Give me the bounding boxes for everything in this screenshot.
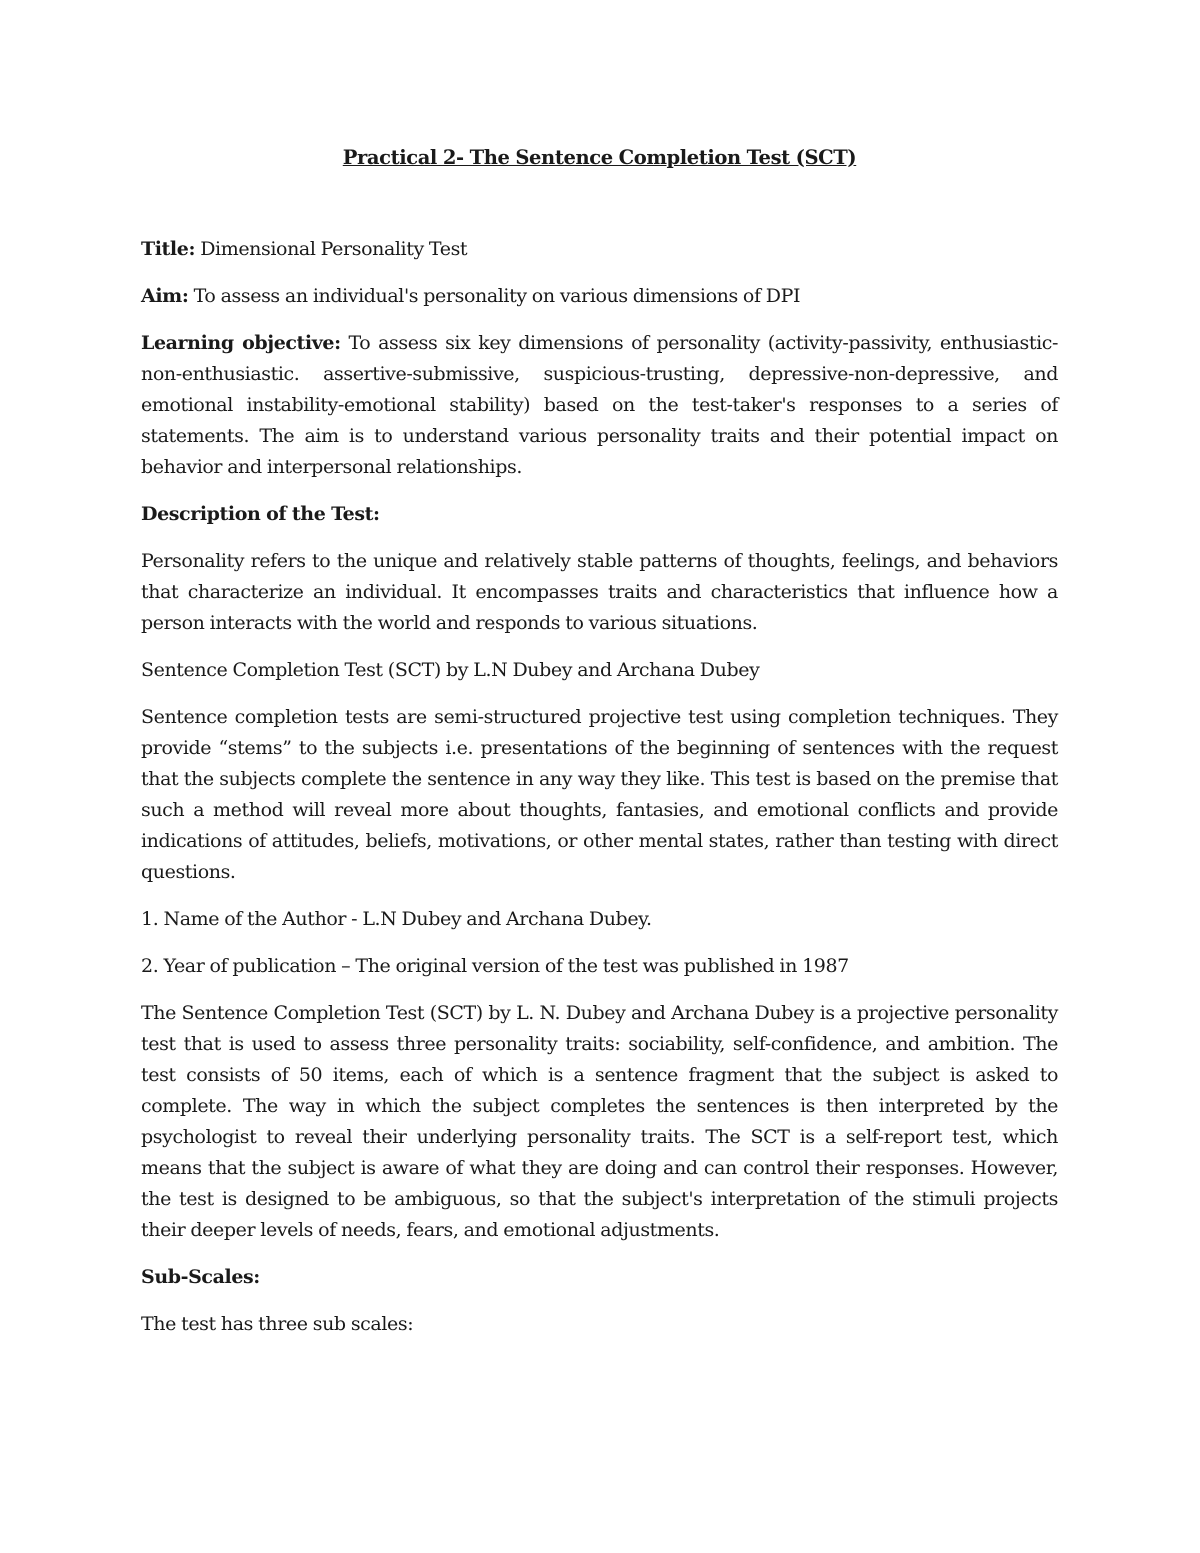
list-item-year: 2. Year of publication – The original version of the test was published in 1987: [141, 955, 849, 977]
subscales-heading: Sub-Scales:: [141, 1266, 260, 1288]
title-field: [141, 234, 1058, 265]
title-label: Title:: [141, 238, 196, 260]
sct-attribution: Sentence Completion Test (SCT) by L.N Dubey and Archana Dubey: [141, 659, 760, 681]
list-item-author: 1. Name of the Author - L.N Dubey and Archana Dubey.: [141, 908, 652, 930]
aim-label: Aim:: [141, 285, 189, 307]
title-value: Dimensional Personality Test: [195, 238, 468, 260]
sct-overview-paragraph: The Sentence Completion Test (SCT) by L. N. Dubey and Archana Dubey is a projective personality test that is used to assess three personality traits: sociability, self-confidence, and ambition. The test consists of 50 items, each of which is a sentence fragment that the subject is asked to complete. The way in which the subject completes the sentences is then interpreted by the psychologist to reveal their underlying personality traits. The SCT is a self-report test, which means that the subject is aware of what they are doing and can control their responses. However, the test is designed to be ambiguous, so that the subject's interpretation of the stimuli projects their deeper levels of needs, fears, and emotional adjustments.: [141, 1002, 1058, 1241]
learning-objective-label: Learning objective:: [141, 332, 341, 354]
description-heading: Description of the Test:: [141, 503, 380, 525]
aim-value: To assess an individual's personality on various dimensions of DPI: [188, 285, 801, 307]
description-paragraph: Personality refers to the unique and relatively stable patterns of thoughts, feelings, and behaviors that characterize an individual. It encompasses traits and characteristics that influence how a person interacts with the world and responds to various situations.: [141, 550, 1058, 634]
subscales-intro: The test has three sub scales:: [141, 1313, 414, 1335]
sct-paragraph: Sentence completion tests are semi-structured projective test using completion techniques. They provide “stems” to the subjects i.e. presentations of the beginning of sentences with the request that the subjects complete the sentence in any way they like. This test is based on the premise that such a method will reveal more about thoughts, fantasies, and emotional conflicts and provide indications of attitudes, beliefs, motivations, or other mental states, rather than testing with direct questions.: [141, 706, 1058, 883]
document-title: Practical 2- The Sentence Completion Test (SCT): [342, 146, 857, 169]
aim-field: [141, 281, 1058, 312]
learning-objective-paragraph: [141, 328, 1058, 483]
document-page: [141, 140, 1058, 1356]
learning-objective-text: To assess six key dimensions of personality (activity-passivity, enthusiastic-non-enthusiastic. assertive-submissive, suspicious-trusting, depressive-non-depressive, and emotional instability-emotional stability) based on the test-taker's responses to a series of statements. The aim is to understand various personality traits and their potential impact on behavior and interpersonal relationships.: [141, 332, 1059, 478]
